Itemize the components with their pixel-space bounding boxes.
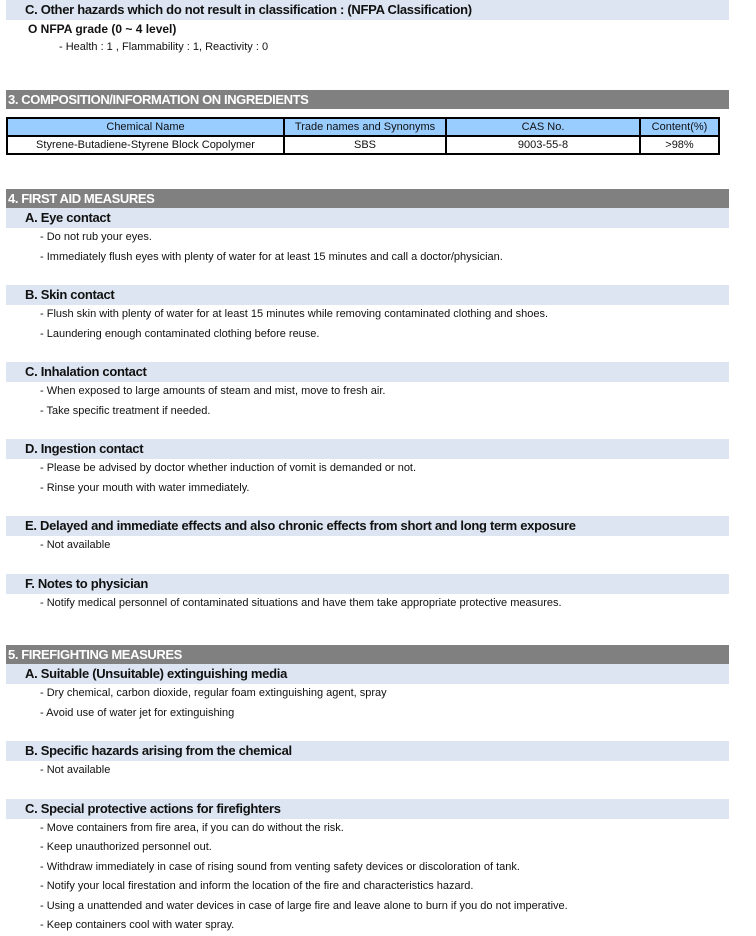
table-cell: SBS xyxy=(284,136,446,154)
table-cell: >98% xyxy=(640,136,719,154)
subsection-title: A. Eye contact xyxy=(6,208,729,228)
list-item: - Not available xyxy=(40,539,111,551)
subsection-title: B. Specific hazards arising from the chemical xyxy=(6,741,729,761)
list-item: - Avoid use of water jet for extinguishing xyxy=(40,706,235,719)
list-item: - Please be advised by doctor whether induction of vomit is demanded or not. xyxy=(40,462,417,474)
list-item: - Keep unauthorized personnel out. xyxy=(40,841,212,853)
subsection-title: C. Other hazards which do not result in classification : (NFPA Classification) xyxy=(6,0,729,20)
subsection-title: C. Inhalation contact xyxy=(6,362,729,382)
table-cell: 9003-55-8 xyxy=(446,136,640,154)
column-header: Content(%) xyxy=(640,118,719,136)
list-item: - Flush skin with plenty of water for at least 15 minutes while removing contaminated clothing and shoes. xyxy=(40,308,549,320)
list-item: - Notify your local firestation and inform the location of the fire and characteristics hazard. xyxy=(40,880,474,892)
subsection-title: E. Delayed and immediate effects and also chronic effects from short and long term exposure xyxy=(6,516,729,536)
table-header-row xyxy=(7,118,719,136)
column-header: Trade names and Synonyms xyxy=(284,118,446,136)
subsection-title: C. Special protective actions for firefighters xyxy=(6,799,729,819)
column-header: CAS No. xyxy=(446,118,640,136)
list-item: - Take specific treatment if needed. xyxy=(40,404,211,417)
subsection-title: D. Ingestion contact xyxy=(6,439,729,459)
list-item: - Laundering enough contaminated clothing before reuse. xyxy=(40,327,320,340)
list-item: - Move containers from fire area, if you can do without the risk. xyxy=(40,821,344,834)
composition-table xyxy=(6,117,720,155)
list-item: - Using a unattended and water devices in case of large fire and leave alone to burn if you do not imperative. xyxy=(40,899,568,912)
nfpa-values: - Health : 1 , Flammability : 1, Reactivity : 0 xyxy=(59,41,269,53)
section-4-title: 4. FIRST AID MEASURES xyxy=(6,189,729,208)
section-3-title: 3. COMPOSITION/INFORMATION ON INGREDIENTS xyxy=(6,90,729,109)
nfpa-heading: O NFPA grade (0 ~ 4 level) xyxy=(28,22,177,36)
list-item: - When exposed to large amounts of steam and mist, move to fresh air. xyxy=(40,385,386,397)
subsection-title: F. Notes to physician xyxy=(6,574,729,594)
list-item: - Immediately flush eyes with plenty of water for at least 15 minutes and call a doctor/physician. xyxy=(40,250,503,263)
table-row xyxy=(7,136,719,154)
list-item: - Withdraw immediately in case of rising sound from venting safety devices or discoloration of tank. xyxy=(40,860,520,873)
list-item: - Not available xyxy=(40,764,111,776)
list-item: - Keep containers cool with water spray. xyxy=(40,919,235,931)
list-item: - Notify medical personnel of contaminated situations and have them take appropriate protective measures. xyxy=(40,596,562,609)
subsection-title: A. Suitable (Unsuitable) extinguishing media xyxy=(6,664,729,684)
column-header: Chemical Name xyxy=(7,118,284,136)
list-item: - Dry chemical, carbon dioxide, regular foam extinguishing agent, spray xyxy=(40,687,387,699)
list-item: - Do not rub your eyes. xyxy=(40,231,152,243)
list-item: - Rinse your mouth with water immediately. xyxy=(40,481,250,494)
subsection-title: B. Skin contact xyxy=(6,285,729,305)
sds-page xyxy=(6,0,729,936)
section-5-title: 5. FIREFIGHTING MEASURES xyxy=(6,645,729,664)
table-cell: Styrene-Butadiene-Styrene Block Copolymer xyxy=(7,136,284,154)
